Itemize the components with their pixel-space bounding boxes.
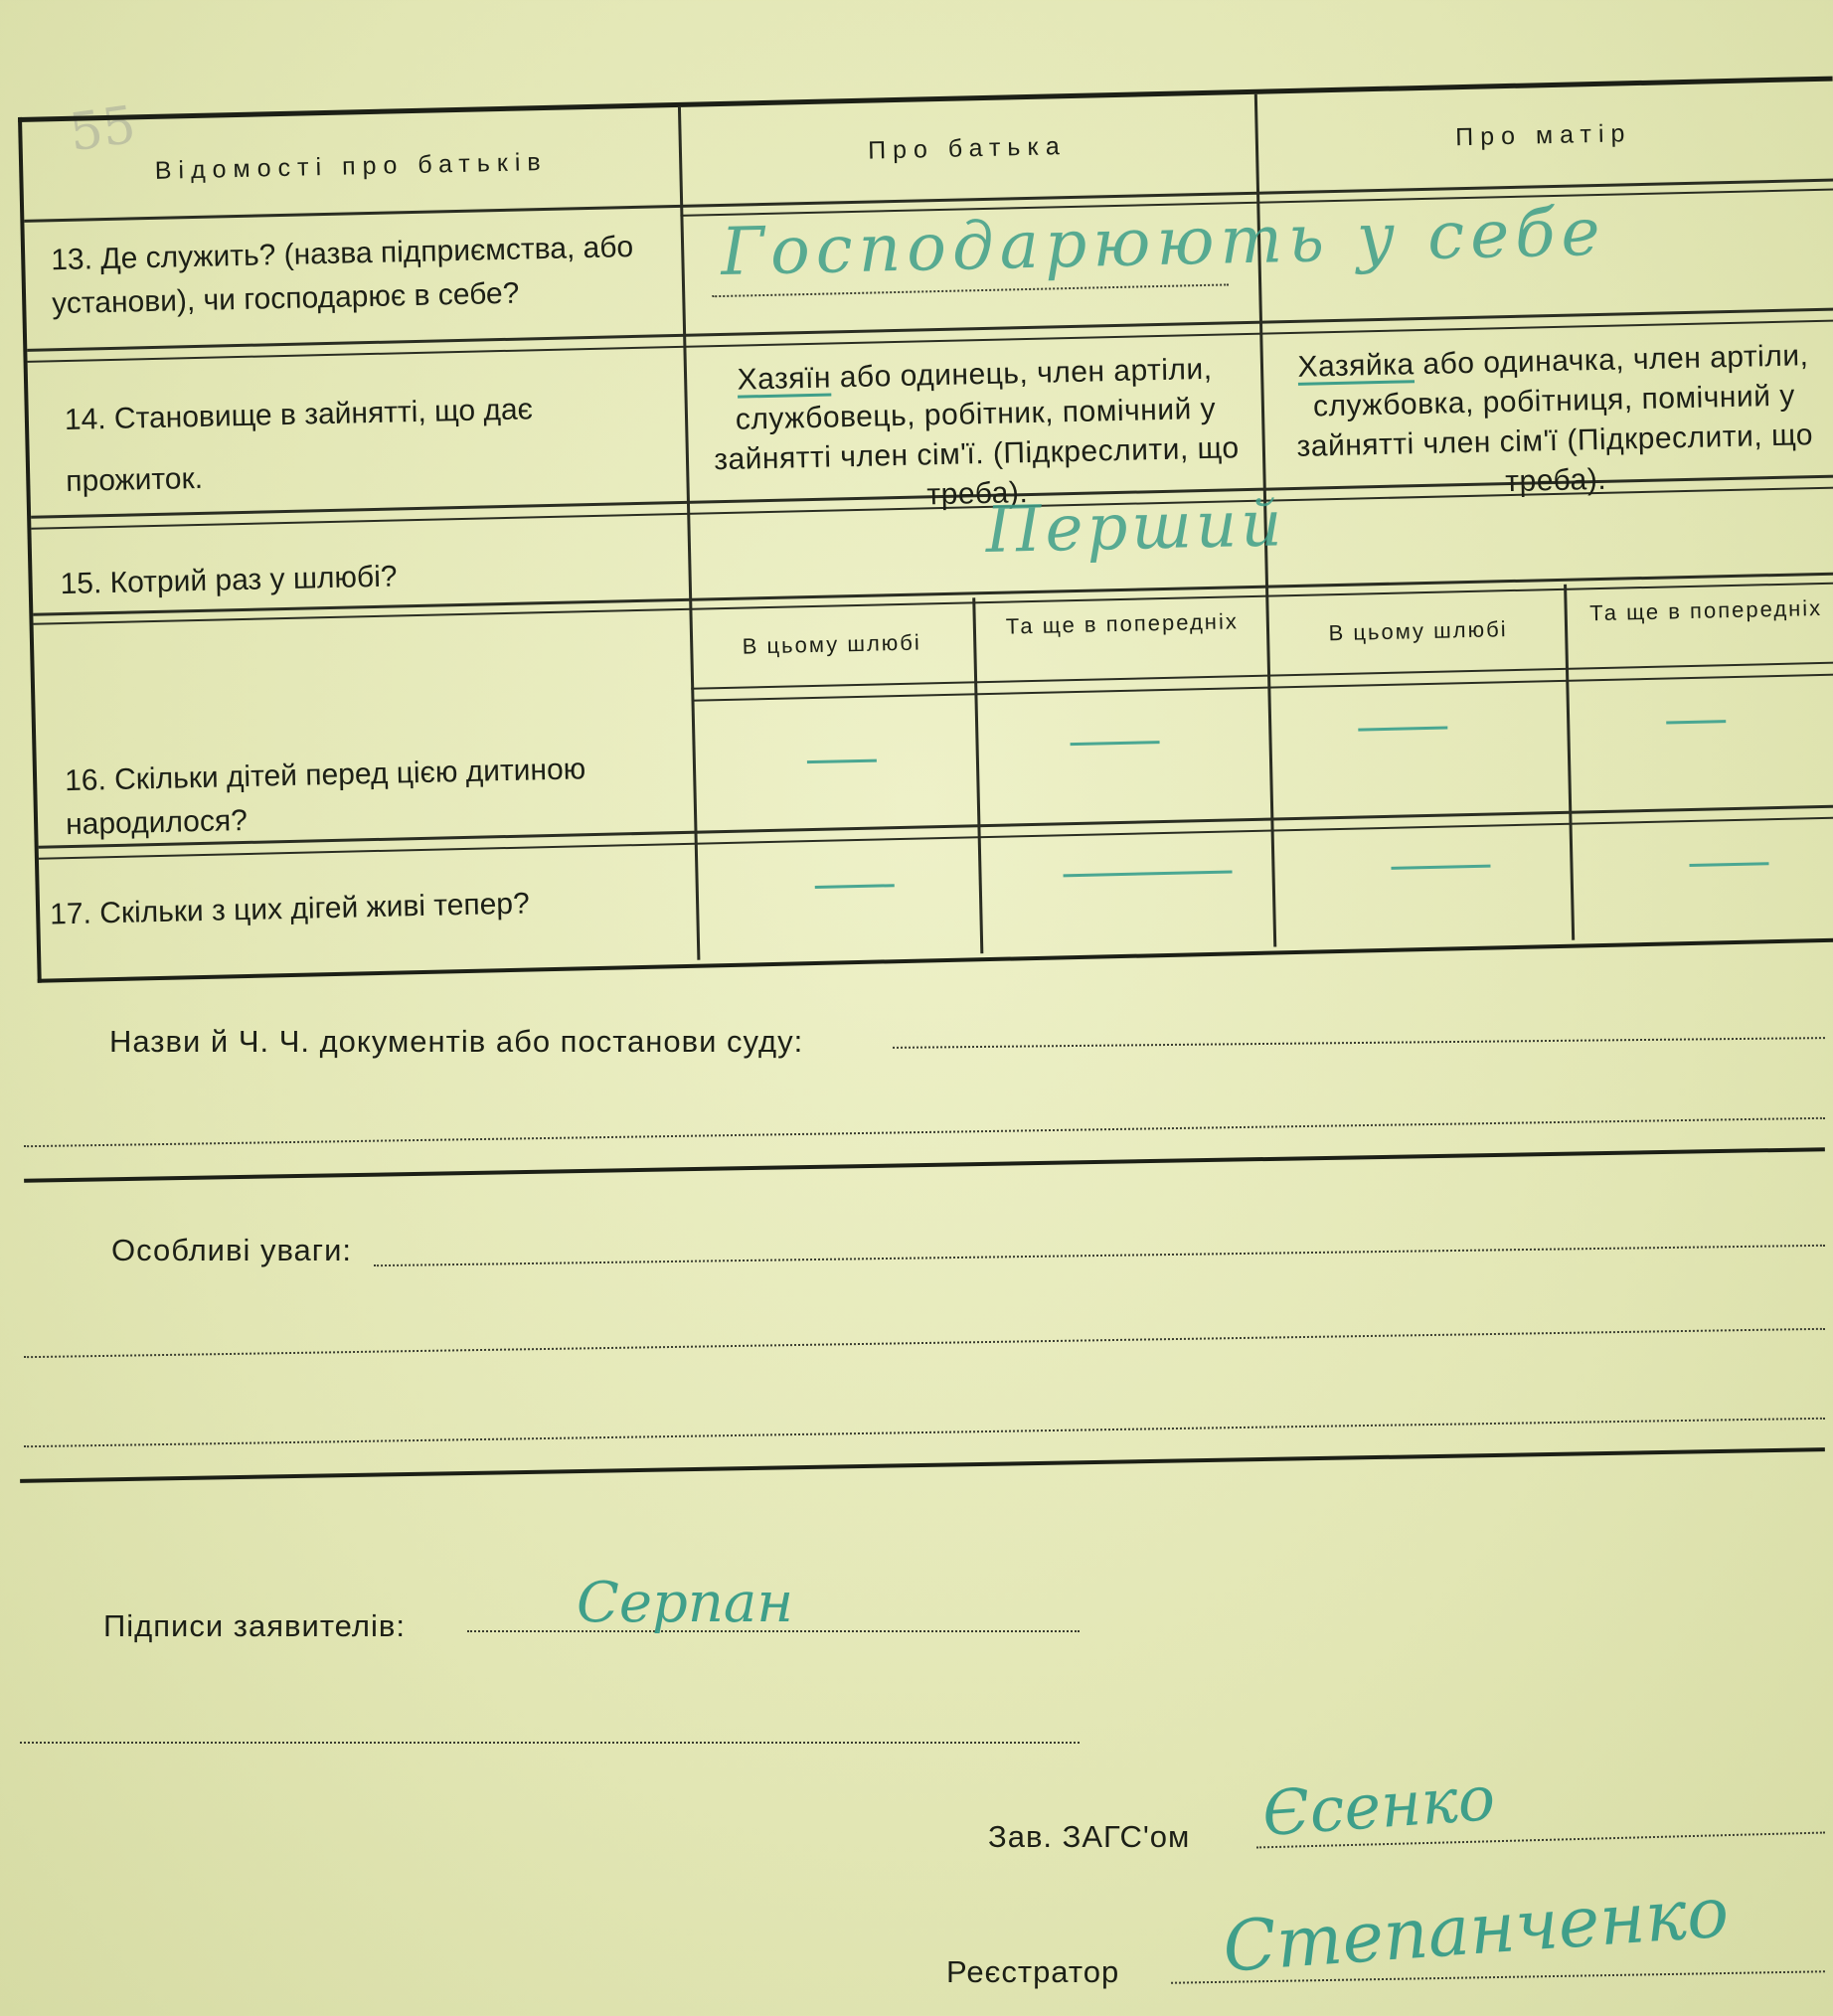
signatures-field-line	[20, 1742, 1080, 1744]
row-divider	[691, 673, 1833, 701]
question-15-answer: Перший	[984, 487, 1287, 569]
parents-info-table	[18, 77, 1833, 983]
registrar-label: Реєстратор	[946, 1954, 1120, 1989]
head-registry-label: Зав. ЗАГС'ом	[988, 1819, 1191, 1854]
column-divider	[972, 597, 983, 953]
head-signature: Єсенко	[1259, 1761, 1498, 1851]
registrar-signature: Степанченко	[1220, 1871, 1732, 1988]
question-13-answer: Господарюють у себе	[720, 193, 1607, 290]
col-previous-father: Та ще в попередніх	[1005, 608, 1240, 639]
col-previous-mother: Та ще в попередніх	[1588, 594, 1823, 626]
header-about-mother: Про матір	[1454, 119, 1632, 152]
documents-field-line	[893, 1037, 1825, 1049]
father-options-text: або одинець, член артіли, службовець, робітник, помічний у зайнятті член сім'ї. (Підкреслити, що треба).	[713, 352, 1240, 512]
col-this-marriage-father: В цьому шлюбі	[742, 629, 922, 659]
remarks-label: Особливі уваги:	[111, 1233, 353, 1267]
header-parents-info: Відомості про батьків	[154, 147, 548, 185]
question-17-value-dash	[1064, 870, 1233, 877]
remarks-field-line	[24, 1418, 1825, 1447]
documents-label: Назви й Ч. Ч. документів або постанови суду:	[109, 1024, 804, 1059]
applicant-signature: Серпан	[577, 1571, 794, 1635]
row-divider	[691, 661, 1833, 689]
col-this-marriage-mother: В цьому шлюбі	[1328, 616, 1508, 646]
mother-underlined-option: Хазяйка	[1297, 348, 1416, 384]
question-16-value-dash	[1666, 720, 1726, 724]
mother-options-text: або одиначка, член артіли, службовка, робітниця, помічний у зайнятті член сім'ї (Підкреслити, що треба).	[1296, 339, 1814, 499]
section-divider	[24, 1147, 1825, 1183]
question-15-label: 15. Котрий раз у шлюбі?	[60, 560, 398, 601]
question-14-label: 14. Становище в зайнятті, що дає прожиток.	[64, 393, 534, 498]
question-16-label: 16. Скільки дітей перед цією дитиною народилося?	[64, 753, 586, 842]
signatures-label: Підписи заявителів:	[103, 1608, 406, 1643]
column-divider	[1564, 585, 1575, 940]
question-16-value-dash	[807, 759, 877, 764]
documents-field-line	[24, 1117, 1825, 1147]
remarks-field-line	[24, 1328, 1825, 1358]
question-14-mother-options	[1282, 336, 1827, 507]
question-17-value-dash	[1689, 862, 1768, 867]
father-underlined-option: Хазяїн	[737, 361, 832, 397]
question-17-label: 17. Скільки з цих дігей живі тепер?	[49, 887, 531, 931]
section-divider	[20, 1447, 1825, 1483]
question-16-value-dash	[1071, 741, 1160, 746]
question-17-value-dash	[1391, 865, 1490, 870]
header-about-father: Про батька	[867, 132, 1068, 165]
question-17-value-dash	[815, 884, 895, 889]
question-16-value-dash	[1358, 727, 1447, 732]
pencil-page-number: 55	[66, 94, 140, 164]
remarks-field-line	[374, 1245, 1825, 1266]
question-13-label: 13. Де служить? (назва підприємства, або установи), чи господарює в себе?	[50, 230, 634, 321]
